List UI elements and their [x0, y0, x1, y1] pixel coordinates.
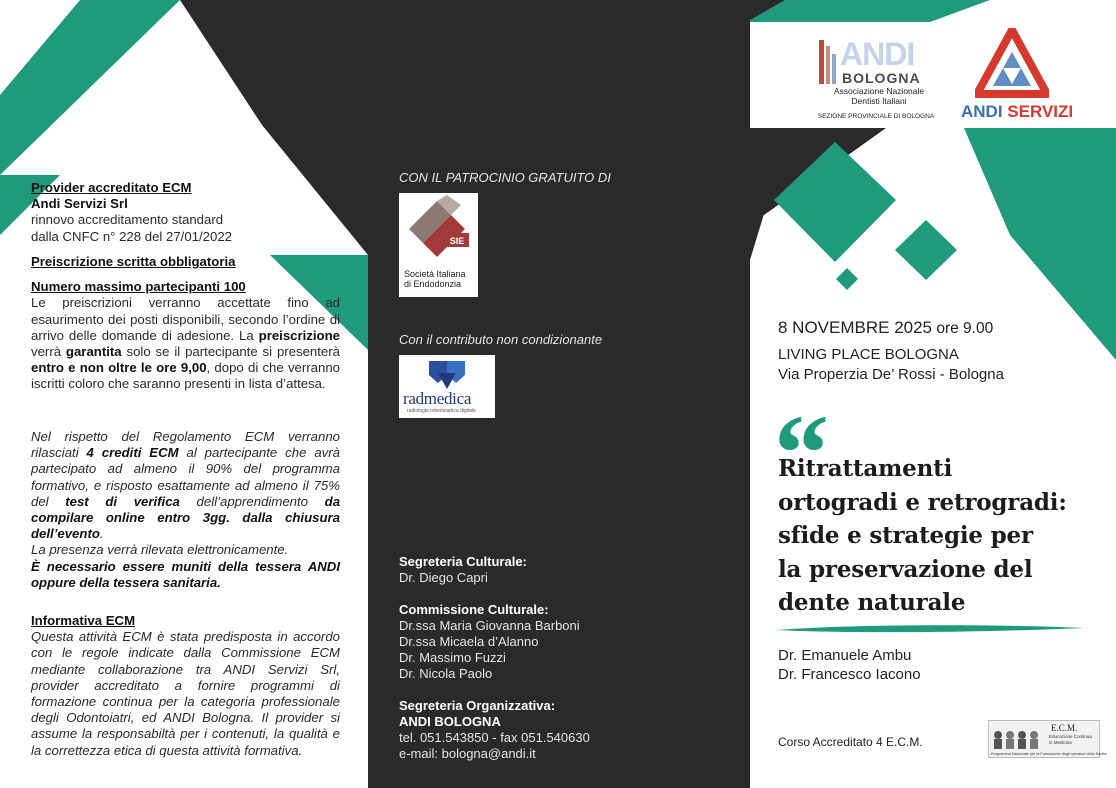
logo-header — [750, 22, 1116, 128]
radmedica-tagline: radiologia odontoiatrica digitale — [407, 408, 476, 414]
event-date-day: 8 NOVEMBRE 2025 — [778, 318, 933, 337]
cultural-secretary-name: Dr. Diego Capri — [399, 570, 488, 585]
org-name: ANDI BOLOGNA — [399, 714, 501, 729]
max-participants: Numero massimo partecipanti 100 — [31, 279, 246, 295]
ecm-abbr: E.C.M. — [1051, 723, 1078, 733]
ecm-footer: Programma Nazionale per la Formazione degli operatori della Sanità — [991, 752, 1107, 756]
prescription-block — [31, 254, 340, 393]
ecm-logo — [988, 720, 1107, 758]
right-panel — [750, 0, 1116, 788]
andi-association: Associazione Nazionale Dentisti Italiani — [833, 86, 925, 106]
provider-block — [31, 180, 351, 245]
contribution-label: Con il contributo non condizionante — [399, 332, 603, 347]
venue: LIVING PLACE BOLOGNA — [778, 346, 959, 363]
andi-title: ANDI — [840, 36, 915, 72]
green-underline — [774, 622, 1086, 636]
provider-line-1: rinnovo accreditamento standard — [31, 212, 224, 228]
green-diamond-medium — [895, 220, 957, 280]
commission-member: Dr. Massimo Fuzzi — [399, 650, 506, 665]
phone-fax: tel. 051.543850 - fax 051.540630 — [399, 730, 590, 745]
info-heading: Informativa ECM — [31, 613, 136, 628]
speaker: Dr. Emanuele Ambu — [778, 647, 912, 664]
sie-logo — [399, 193, 478, 297]
ecm-paragraph: Nel rispetto del Regolamento ECM verranno rilasciati 4 crediti ECM al partecipante che avrà partecipato ad almeno il 90% del programma formativo, e risposto esattamente ad almeno il 75% del test di verifica dell’apprendimento da compilare online entro 3gg. dalla chiusura dell’evento. — [31, 429, 341, 542]
andi-section: SEZIONE PROVINCIALE DI BOLOGNA — [817, 113, 935, 120]
andi-bologna-logo — [816, 36, 936, 122]
commission-member: Dr.ssa Micaela d’Alanno — [399, 634, 539, 649]
commission-member: Dr.ssa Maria Giovanna Barboni — [399, 618, 580, 633]
ecm-subtitle: Educazione Continua in Medicina — [1049, 734, 1092, 745]
registration-paragraph: Le preiscrizioni verranno accettate fino ad esaurimento dei posti disponibili, secondo l’ordine di arrivo delle domande di adesione. La preiscrizione verrà garantita solo se il partecipante si presenterà entro e non oltre le ore 9,00, dopo di che verranno iscritti coloro che saranno presenti in lista d’attesa. — [31, 295, 340, 392]
provider-line-2: dalla CNFC n° 228 del 27/01/2022 — [31, 228, 233, 244]
left-panel — [0, 0, 368, 788]
card-note: È necessario essere muniti della tessera ANDI oppure della tessera sanitaria. — [31, 558, 340, 590]
radmedica-name: radmedica — [403, 389, 472, 408]
middle-panel — [368, 0, 750, 788]
address: Via Properzia De’ Rossi - Bologna — [778, 366, 1004, 383]
speaker: Dr. Francesco Iacono — [778, 666, 921, 683]
accredited-course: Corso Accreditato 4 E.C.M. — [778, 735, 923, 749]
ecm-people-icon — [992, 729, 1048, 751]
provider-heading: Provider accreditato ECM — [31, 180, 192, 195]
andi-servizi-logo — [955, 28, 1074, 124]
info-block — [31, 613, 340, 759]
servizi-triangle-icon — [975, 28, 1049, 98]
presence-note: La presenza verrà rilevata elettronicamente. — [31, 542, 289, 558]
ecm-block — [31, 429, 340, 591]
green-diamond-small — [836, 268, 858, 290]
radmedica-logo-mark — [399, 355, 495, 393]
sie-letters: SIE — [449, 236, 465, 246]
commission-member: Dr. Nicola Paolo — [399, 666, 493, 681]
event-time: ore 9.00 — [932, 320, 994, 337]
secretariat-block — [399, 554, 739, 762]
commission-heading: Commissione Culturale: — [399, 602, 549, 617]
prescription-heading: Preiscrizione scritta obbligatoria — [31, 254, 236, 269]
sie-name: Società Italiana di Endodonzia — [404, 269, 466, 289]
email[interactable]: e-mail: bologna@andi.it — [399, 746, 536, 761]
andi-city: BOLOGNA — [842, 70, 921, 86]
quote-mark: “ — [774, 392, 829, 514]
event-date — [778, 318, 1108, 338]
bologna-towers-icon — [816, 36, 840, 86]
info-text: Questa attività ECM è stata predisposta in accordo con le regole indicate dalla Commissione ECM mediante collaborazione tra ANDI Servizi Srl, provider accreditato a fornire programmi di formazione continua per la categoria professionale degli Odontoiatri, ed ANDI Bologna. Il provider si assume la responsabiltà per i contenuti, la qualità e la correttezza etica di questa attività formativa. — [31, 629, 340, 758]
sie-logo-mark — [399, 193, 478, 265]
radmedica-logo — [399, 355, 495, 418]
event-title: Ritrattamenti ortogradi e retrogradi: sfide e strategie per la preservazione del dente naturale — [778, 455, 1067, 616]
org-heading: Segreteria Organizzativa: — [399, 698, 556, 713]
speakers — [778, 646, 921, 684]
cultural-secretary-heading: Segreteria Culturale: — [399, 554, 527, 569]
patronage-label: CON IL PATROCINIO GRATUITO DI — [399, 170, 611, 185]
provider-name: Andi Servizi Srl — [31, 196, 128, 212]
servizi-wordmark: ANDI SERVIZI — [961, 102, 1074, 121]
